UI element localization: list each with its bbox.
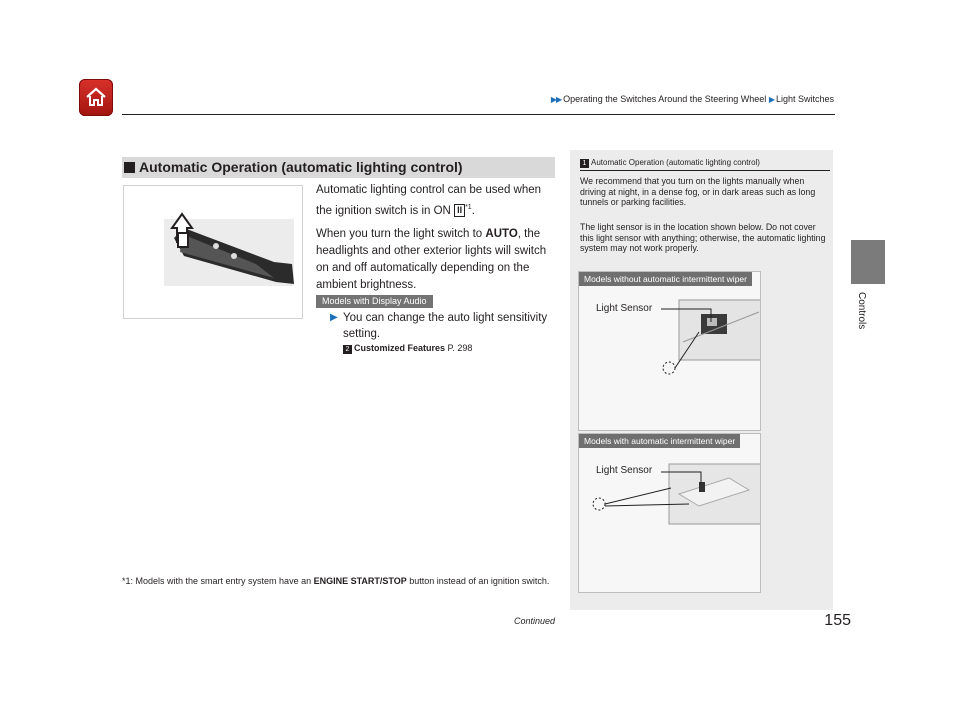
bullet-arrow-icon: ▶: [330, 312, 338, 323]
sensitivity-note: [330, 310, 555, 342]
auto-label: AUTO: [485, 228, 518, 240]
windshield-sensor-illustration-2: [579, 434, 761, 593]
sensor-photo-2: [578, 433, 761, 593]
header-divider: [122, 114, 835, 115]
home-icon[interactable]: [79, 79, 113, 116]
breadcrumb-arrow-icon: ▶: [768, 95, 774, 104]
breadcrumb-item-light-switches[interactable]: Light Switches: [775, 94, 834, 104]
sidebar-divider: [580, 170, 830, 171]
breadcrumb-item-switches[interactable]: Operating the Switches Around the Steering Wheel: [563, 94, 767, 104]
sidebar-paragraph-2: The light sensor is in the location shown below. Do not cover this light sensor with anything; otherwise, the automatic lighting system may not work properly.: [580, 222, 826, 253]
sidebar-title-text: Automatic Operation (automatic lighting control): [591, 158, 760, 167]
sensitivity-text: You can change the auto light sensitivity setting.: [343, 312, 548, 340]
heading-square-icon: [124, 162, 135, 173]
continued-label: Continued: [513, 616, 555, 626]
sidebar-title: [580, 158, 760, 168]
page-number: 155: [824, 612, 851, 629]
footnote: [122, 574, 558, 588]
auto-text-1: When you turn the light switch to: [316, 228, 486, 240]
photo-1-sensor-label: Light Sensor: [596, 303, 653, 314]
auto-text-2: , the headlights and other exterior lights will switch on and off automatically depending on the ambient brightness.: [316, 228, 547, 291]
chapter-label: Controls: [856, 292, 867, 330]
sensor-photo-1: [578, 271, 761, 431]
ignition-position-icon: II: [454, 204, 465, 217]
footnote-text-1: *1: Models with the smart entry system have an: [122, 576, 314, 586]
sidebar-paragraph-1: We recommend that you turn on the lights manually when driving at night, in a dense fog, or in dark areas such as long tunnels or parking facilities.: [580, 176, 816, 207]
sidebar-notes: [570, 150, 833, 610]
section-title: Automatic Operation (automatic lighting control): [139, 159, 463, 175]
light-switch-lever-illustration: [124, 186, 304, 320]
chapter-tab[interactable]: [851, 240, 885, 284]
note-number-icon: 1: [580, 159, 589, 168]
models-tag: Models with Display Audio: [316, 295, 433, 308]
section-heading: [122, 157, 555, 178]
light-switch-figure: [123, 185, 303, 319]
ref-page[interactable]: P. 298: [447, 343, 473, 353]
reference-arrow-icon: 2: [343, 345, 352, 354]
photo-2-tag: Models with automatic intermittent wiper: [579, 434, 740, 448]
intro-paragraph: [316, 182, 556, 220]
ref-label[interactable]: Customized Features: [354, 343, 446, 353]
customized-features-ref[interactable]: [343, 343, 472, 354]
footnote-text-2: button instead of an ignition switch.: [406, 576, 550, 586]
breadcrumb-arrow-icon: ▶▶: [550, 95, 562, 104]
footnote-ref: *1: [465, 204, 472, 211]
footnote-bold: ENGINE START/STOP: [313, 576, 407, 586]
auto-paragraph: [316, 226, 556, 294]
intro-text: Automatic lighting control can be used when the ignition switch is in ON: [316, 184, 542, 217]
photo-2-sensor-label: Light Sensor: [596, 465, 653, 476]
photo-1-tag: Models without automatic intermittent wiper: [579, 272, 752, 286]
breadcrumb: [489, 94, 834, 104]
windshield-sensor-illustration-1: [579, 272, 761, 431]
intro-end: .: [471, 205, 475, 217]
